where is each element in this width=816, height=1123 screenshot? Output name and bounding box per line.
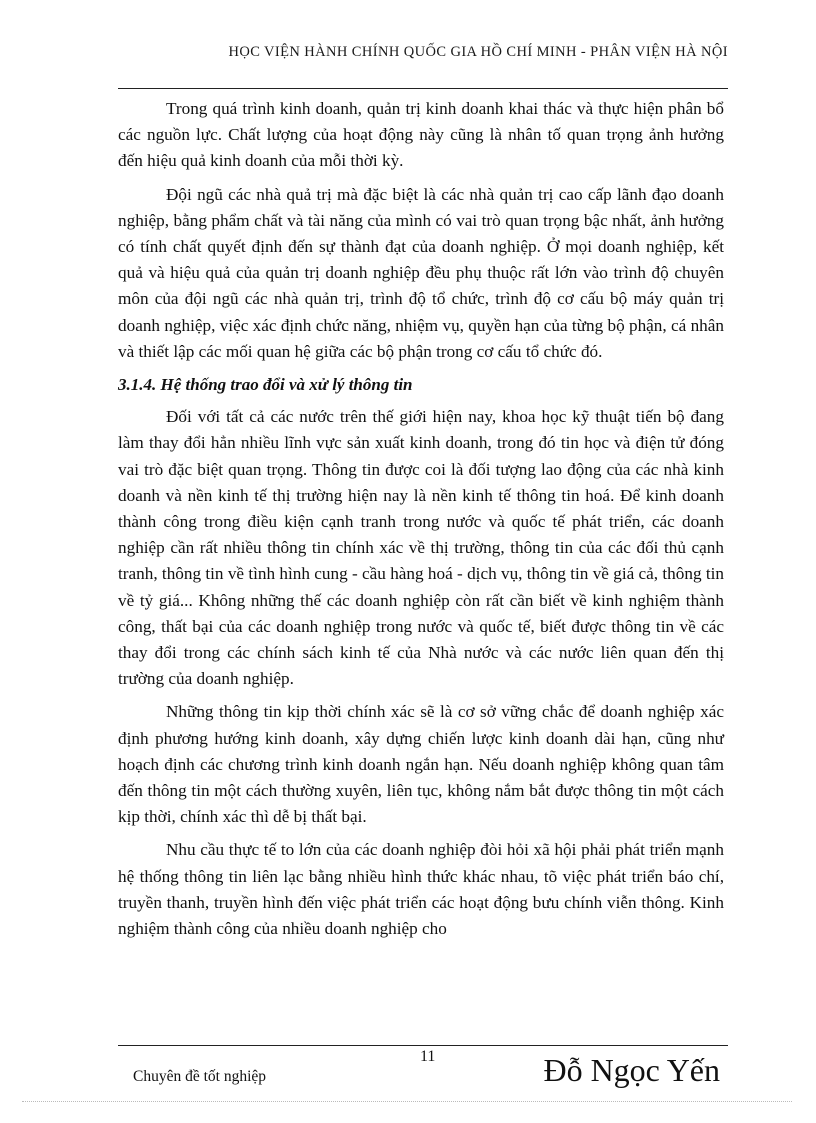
paragraph-2: Đội ngũ các nhà quả trị mà đặc biệt là các nhà quản trị cao cấp lãnh đạo doanh nghiệp, bằng phẩm chất và tài năng của mình có vai trò quan trọng bậc nhất, ảnh hưởng có tính chất quyết định đến sự thành đạt của doanh nghiệp. Ở mọi doanh nghiệp, kết quả và hiệu quả của quản trị doanh nghiệp đều phụ thuộc rất lớn vào trình độ chuyên môn của đội ngũ các nhà quản trị, trình độ tổ chức, trình độ cơ cấu bộ máy quản trị doanh nghiệp, việc xác định chức năng, nhiệm vụ, quyền hạn của từng bộ phận, cá nhân và thiết lập các mối quan hệ giữa các bộ phận trong cơ cấu tổ chức đó. <box>118 184 724 361</box>
page-body <box>118 96 724 949</box>
page-bottom-dotted-line <box>22 1101 792 1102</box>
footer-document-type: Chuyên đề tốt nghiệp <box>133 1068 267 1085</box>
paragraph-3: Đối với tất cả các nước trên thế giới hiện nay, khoa học kỹ thuật tiến bộ đang làm thay đổi hẳn nhiều lĩnh vực sản xuất kinh doanh, trong đó tin học và điện tử đóng vai trò đặc biệt quan trọng. Thông tin được coi là đối tượng lao động của các nhà kinh doanh và nền kinh tế thị trường hiện nay là nền kinh tế thông tin hoá. Để kinh doanh thành công trong điều kiện cạnh tranh trong nước và quốc tế phát triển, các doanh nghiệp cần rất nhiều thông tin chính xác về thị trường, thông tin của các đối thủ cạnh tranh, thông tin về tình hình cung - cầu hàng hoá - dịch vụ, thông tin về giá cả, thông tin về tỷ giá... Không những thế các doanh nghiệp còn rất cần biết về kinh nghiệm thành công, thất bại của các doanh nghiệp trong nước và quốc tế, biết được thông tin về các thay đổi trong các chính sách kinh tế của Nhà nước và các nước liên quan đến thị trường của doanh nghiệp. <box>118 407 724 689</box>
paragraph-4: Những thông tin kịp thời chính xác sẽ là cơ sở vững chắc để doanh nghiệp xác định phương hướng kinh doanh, xây dựng chiến lược kinh doanh dài hạn, cũng như hoạch định các chương trình kinh doanh ngắn hạn. Nếu doanh nghiệp không quan tâm đến thông tin một cách thường xuyên, liên tục, không nắm bắt được thông tin một cách kịp thời, chính xác thì dễ bị thất bại. <box>118 702 724 827</box>
section-heading: 3.1.4. Hệ thống trao đổi và xử lý thông tin <box>118 375 413 395</box>
page-header: HỌC VIỆN HÀNH CHÍNH QUỐC GIA HỒ CHÍ MINH - PHÂN VIỆN HÀ NỘI <box>228 44 728 60</box>
page-number: 11 <box>420 1048 436 1065</box>
header-divider <box>118 88 728 89</box>
footer-author: Đỗ Ngọc Yến <box>543 1052 720 1088</box>
paragraph-1: Trong quá trình kinh doanh, quản trị kinh doanh khai thác và thực hiện phân bổ các nguồn lực. Chất lượng của hoạt động này cũng là nhân tố quan trọng ảnh hưởng đến hiệu quả kinh doanh của mỗi thời kỳ. <box>118 99 724 171</box>
footer-divider <box>118 1045 728 1046</box>
paragraph-5: Nhu cầu thực tế to lớn của các doanh nghiệp đòi hỏi xã hội phải phát triển mạnh hệ thống thông tin liên lạc bằng nhiều hình thức khác nhau, tõ việc phát triển báo chí, truyền thanh, truyền hình đến việc phát triển các hoạt động bưu chính viễn thông. Kinh nghiệm thành công của nhiều doanh nghiệp cho <box>118 840 724 939</box>
